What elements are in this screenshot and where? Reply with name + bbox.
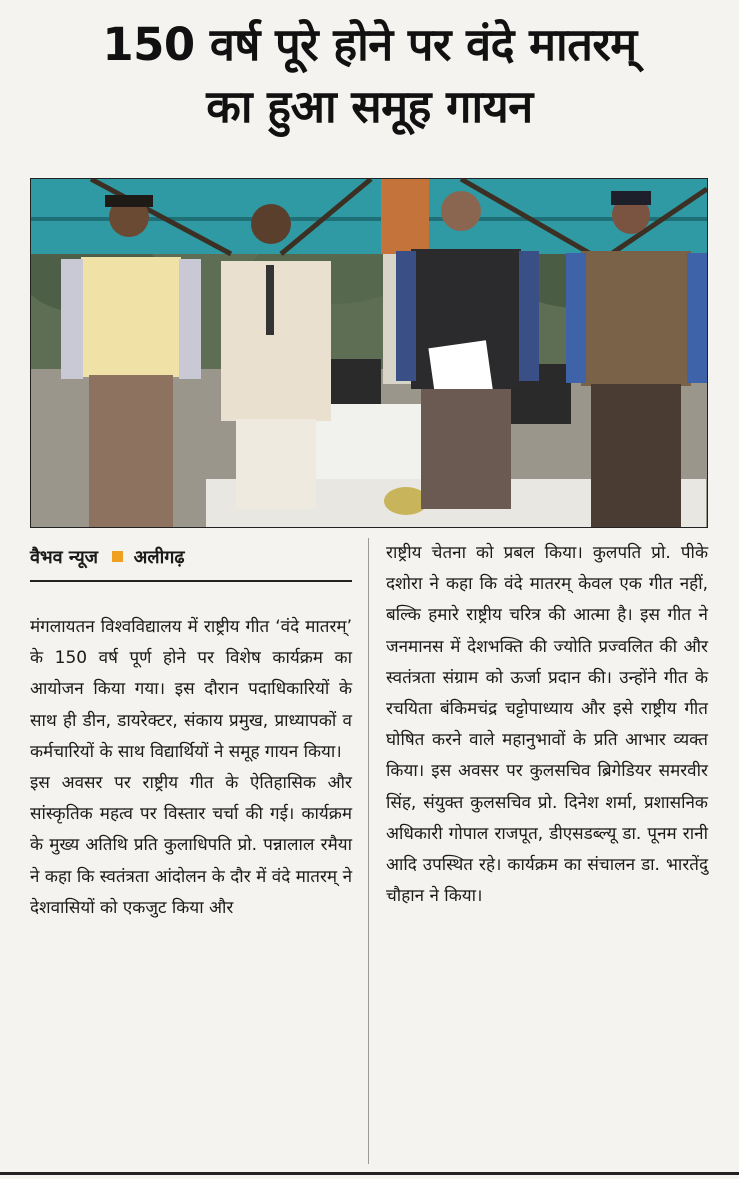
article-column-left [30, 612, 352, 924]
article-column-right [386, 538, 708, 912]
byline-source: वैभव न्यूज [30, 547, 99, 568]
byline-city: अलीगढ़ [133, 547, 185, 568]
byline-rule [30, 580, 352, 582]
byline [30, 545, 352, 571]
headline-line-1: 150 वर्ष पूरे होने पर वंदे मातरम् [102, 18, 637, 71]
headline [0, 14, 739, 138]
article-paragraph-2: इस अवसर पर राष्ट्रीय गीत के ऐतिहासिक और सांस्कृतिक महत्व पर विस्तार चर्चा की गई। कार्यक्रम के मुख्य अतिथि प्रति कुलाधिपति प्रो. पन्नालाल रमैया ने कहा कि स्वतंत्रता आंदोलन के दौर में वंदे मातरम् ने देशवासियों को एकजुट किया और [30, 773, 352, 918]
square-bullet-icon [112, 551, 123, 562]
article-paragraph-1: मंगलायतन विश्वविद्यालय में राष्ट्रीय गीत ‘वंदे मातरम्’ के 150 वर्ष पूर्ण होने पर विशेष कार्यक्रम का आयोजन किया गया। इस दौरान पदाधिकारियों के साथ ही डीन, डायरेक्टर, संकाय प्रमुख, प्राध्यापकों व कर्मचारियों के साथ विद्यार्थियों ने समूह गायन किया। [30, 617, 352, 762]
column-divider [368, 538, 369, 1164]
headline-line-2: का हुआ समूह गायन [206, 80, 533, 133]
article-paragraph-3: राष्ट्रीय चेतना को प्रबल किया। कुलपति प्रो. पीके दशोरा ने कहा कि वंदे मातरम् केवल एक गीत नहीं, बल्कि हमारे राष्ट्रीय चरित्र की आत्मा है। इस गीत ने जनमानस में देशभक्ति की ज्योति प्रज्वलित की और स्वतंत्रता संग्राम को ऊर्जा प्रदान की। उन्होंने गीत के रचयिता बंकिमचंद्र चट्टोपाध्याय और इसे राष्ट्रीय गीत घोषित करने वाले महानुभावों के प्रति आभार व्यक्त किया। इस अवसर पर कुलसचिव ब्रिगेडियर समरवीर सिंह, संयुक्त कुलसचिव प्रो. दिनेश शर्मा, प्रशासनिक अधिकारी गोपाल राजपूत, डीएसडब्ल्यू डा. पूनम रानी आदि उपस्थित रहे। कार्यक्रम का संचालन डा. भारतेंदु चौहान ने किया। [386, 543, 708, 907]
news-photo [30, 178, 708, 528]
bottom-rule [0, 1172, 739, 1175]
